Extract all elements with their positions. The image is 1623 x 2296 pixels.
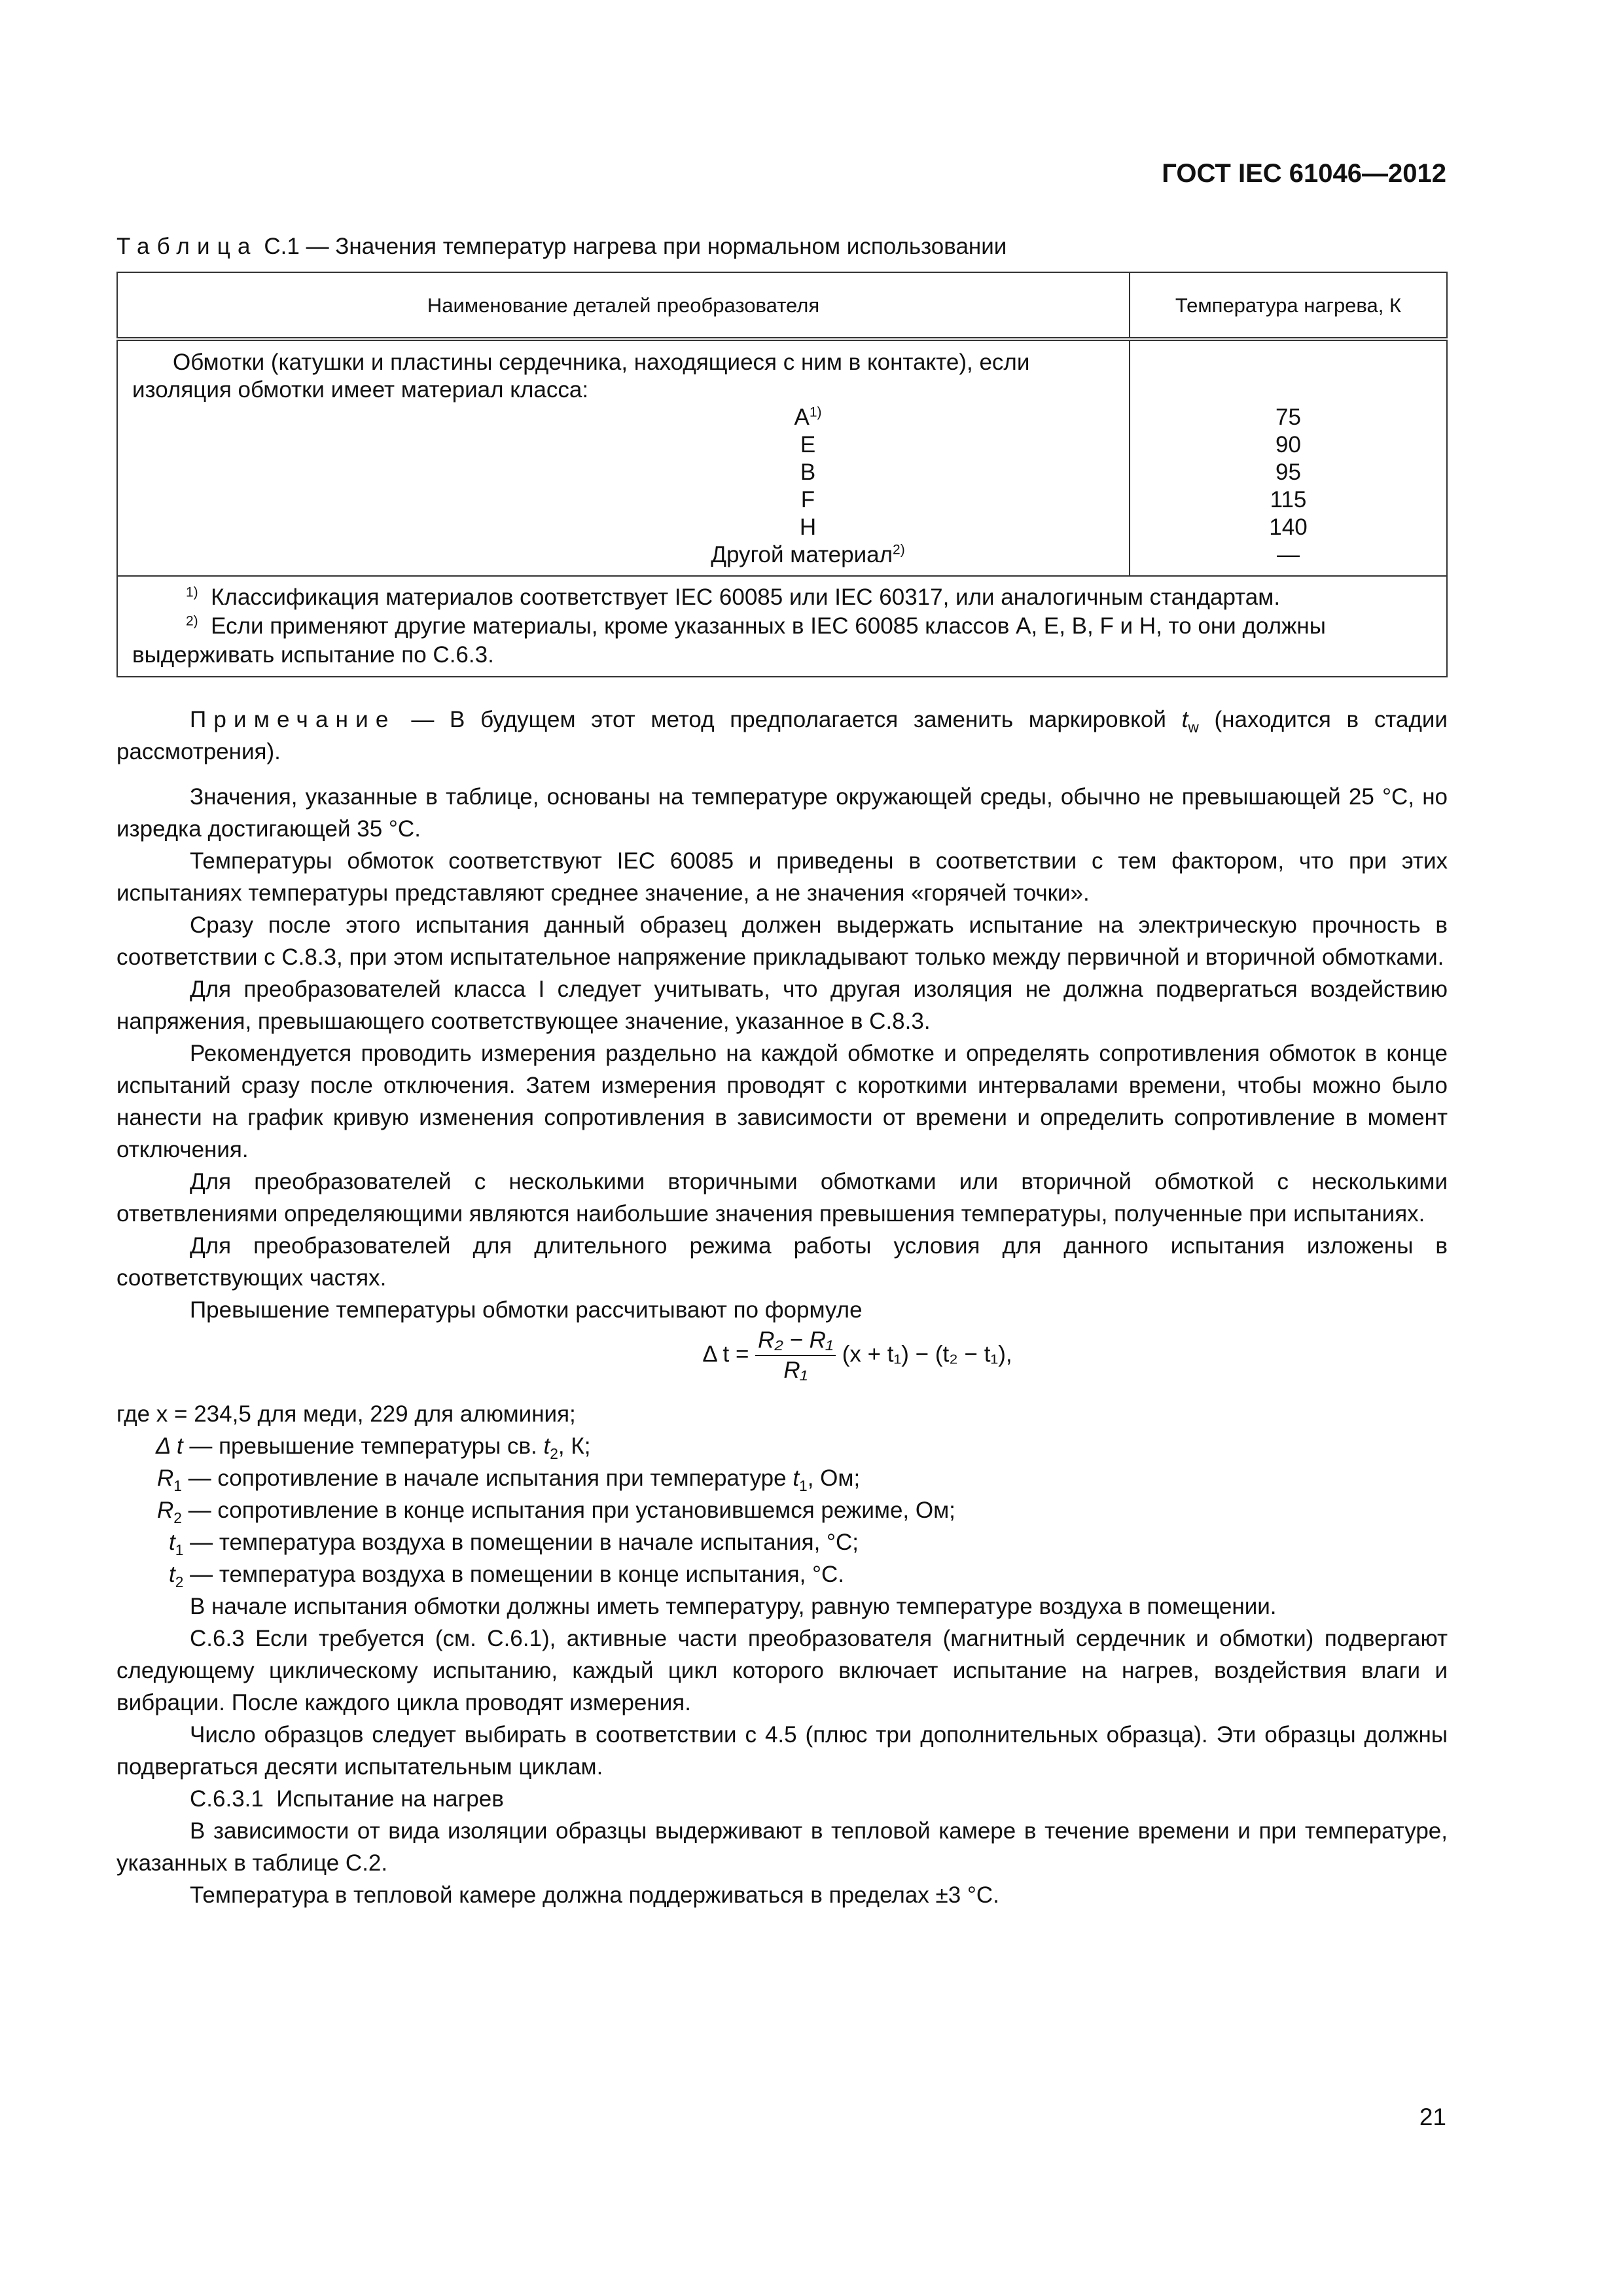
table-caption: [116, 230, 1007, 262]
paragraph: С.6.3 Если требуется (см. С.6.1), активные части преобразователя (магнитный сердечник и обмотки) подвергают следующему циклическому испытанию, каждый цикл которого включает испытание на нагрев, воздействия влаги и вибрации. После каждого цикла проводят измерения.: [116, 1626, 1448, 1715]
subsection-heading: С.6.3.1 Испытание на нагрев: [190, 1786, 504, 1812]
paragraph: Для преобразователей с несколькими вторичными обмотками или вторичной обмоткой с несколькими ответвлениями определяющими являются наибольшие значения превышения температуры, полученные при испытаниях.: [116, 1169, 1448, 1227]
paragraph: В зависимости от вида изоляции образцы выдерживают в тепловой камере в течение времени и при температуре, указанных в таблице С.2.: [116, 1818, 1448, 1876]
table-caption-label: Таблица: [116, 234, 258, 259]
definition-where: где x = 234,5 для меди, 229 для алюминия;: [116, 1401, 576, 1427]
paragraph: В начале испытания обмотки должны иметь температуру, равную температуре воздуха в помещении.: [190, 1594, 1277, 1619]
definition-item: $t_2$ — температура воздуха в помещении в конце испытания, °С.: [169, 1562, 845, 1590]
paragraph: Температура в тепловой камере должна поддерживаться в пределах ±3 °С.: [190, 1882, 999, 1908]
table-header-parts: Наименование деталей преобразователя: [117, 272, 1130, 339]
definition-item: $t_1$ — температура воздуха в помещении в начале испытания, °С;: [169, 1530, 859, 1558]
paragraph: Для преобразователей класса I следует учитывать, что другая изоляция не должна подвергаться воздействию напряжения, превышающего соответствующее значение, указанное в С.8.3.: [116, 977, 1448, 1034]
table-temp-value: 140: [1269, 514, 1308, 540]
table-footnote: $^{1)}$ Классификация материалов соответствует IEC 60085 или IEC 60317, или аналогичным стандартам.: [186, 584, 1281, 610]
formula: [116, 1326, 1448, 1398]
table-class-row: F: [800, 487, 815, 512]
formula-numerator: R₂ − R₁: [755, 1326, 836, 1356]
table-class-row: Другой материал$^{2)}$: [711, 542, 905, 567]
table-class-row: B: [800, 459, 816, 485]
paragraph: Значения, указанные в таблице, основаны на температуре окружающей среды, обычно не превышающей 25 °С, но изредка достигающей 35 °С.: [116, 784, 1448, 842]
table-header-temperature: Температура нагрева, К: [1130, 272, 1447, 339]
definition-item: Δ t — превышение температуры св. $t_2$, К;: [156, 1433, 591, 1462]
formula-denominator: R₁: [783, 1357, 808, 1383]
paragraph: Температуры обмоток соответствуют IEC 60085 и приведены в соответствии с тем фактором, что при этих испытаниях температуры представляют среднее значение, а не значения «горячей точки».: [116, 848, 1448, 906]
paragraph: Рекомендуется проводить измерения раздельно на каждой обмотке и определять сопротивления обмоток в конце испытаний сразу после отключения. Затем измерения проводят с короткими интервалами времени, чтобы можно было нанести на график кривую изменения сопротивления в зависимости от времени и определить сопротивление в момент отключения.: [116, 1041, 1448, 1162]
formula-rhs: (x + t₁) − (t₂ − t₁),: [842, 1341, 1012, 1367]
document-id: ГОСТ IEC 61046—2012: [1162, 159, 1446, 188]
table-parts-cell: [117, 339, 1130, 576]
table-caption-text: С.1 — Значения температур нагрева при нормальном использовании: [264, 234, 1007, 259]
table-class-row: E: [800, 432, 816, 457]
table-intro-line1: Обмотки (катушки и пластины сердечника, находящиеся с ним в контакте), если: [173, 350, 1030, 375]
table-temp-value: 75: [1275, 404, 1301, 430]
table-temp-value: —: [1277, 542, 1300, 567]
definition-item: $R_1$ — сопротивление в начале испытания при температуре $t_1$, Ом;: [157, 1465, 861, 1494]
table-class-row: $A^{1)}$: [794, 404, 822, 430]
temperature-table: [116, 272, 1448, 677]
paragraph: Для преобразователей для длительного режима работы условия для данного испытания изложены в соответствующих частях.: [116, 1233, 1448, 1291]
definitions: [116, 1398, 1448, 1590]
paragraph: Сразу после этого испытания данный образец должен выдержать испытание на электрическую прочность в соответствии с С.8.3, при этом испытательное напряжение прикладывают только между первичной и вторичной обмотками.: [116, 912, 1448, 970]
paragraph: Число образцов следует выбирать в соответствии с 4.5 (плюс три дополнительных образца). Эти образцы должны подвергаться десяти испытательным циклам.: [116, 1722, 1448, 1780]
formula-fraction: [755, 1326, 836, 1385]
formula-lhs: Δ t =: [702, 1341, 749, 1367]
table-footnotes: [117, 576, 1447, 677]
body-text: [116, 704, 1448, 1911]
table-temp-value: 95: [1275, 459, 1301, 485]
definition-item: $R_2$ — сопротивление в конце испытания при установившемся режиме, Ом;: [157, 1498, 955, 1526]
table-class-row: H: [799, 514, 817, 540]
table-intro-line2: изоляция обмотки имеет материал класса:: [132, 377, 589, 403]
table-temp-value: 115: [1270, 487, 1307, 512]
paragraph: Превышение температуры обмотки рассчитывают по формуле: [190, 1297, 863, 1323]
table-temp-value: 90: [1275, 432, 1301, 457]
table-footnote: $^{2)}$ Если применяют другие материалы, кроме указанных в IEC 60085 классов А, Е, В, F и Н, то они должны выдерживать испытание по С.6.3.: [132, 613, 1326, 668]
page-number: 21: [1419, 2104, 1446, 2130]
table-temperature-cell: [1130, 339, 1447, 576]
note: Примечание — В будущем этот метод предполагается заменить маркировкой $t_w$ (находится в стадии рассмотрения).: [116, 707, 1448, 764]
